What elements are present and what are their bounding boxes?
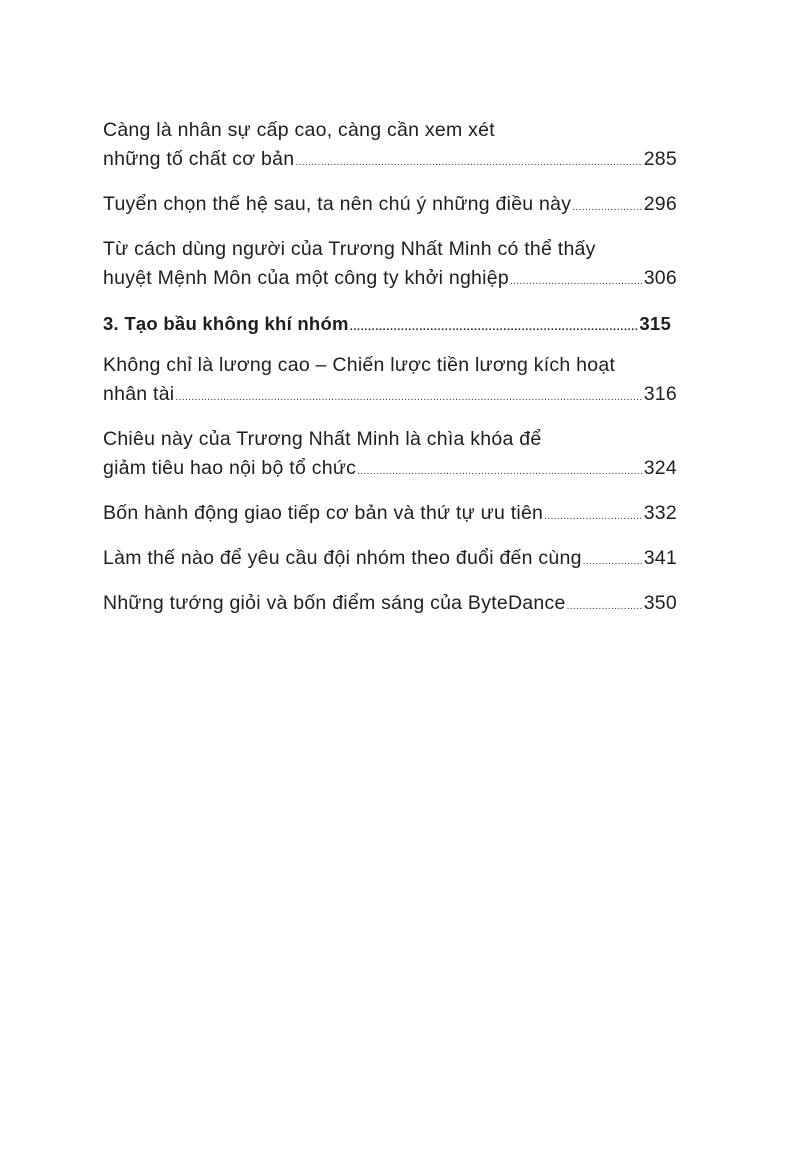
toc-entry	[103, 190, 677, 219]
toc-entry-row	[103, 589, 677, 618]
toc-entry-title: Bốn hành động giao tiếp cơ bản và thứ tự ưu tiên	[103, 502, 544, 524]
toc-entry	[103, 116, 677, 174]
dot-leader	[175, 393, 642, 403]
toc-entry-title: huyệt Mệnh Môn của một công ty khởi nghiệp	[103, 267, 509, 289]
toc-entry-title: Những tướng giỏi và bốn điểm sáng của ByteDance	[103, 592, 566, 614]
toc-entry-title: Làm thế nào để yêu cầu đội nhóm theo đuổi đến cùng	[103, 547, 582, 569]
toc-entry-title-line1: Từ cách dùng người của Trương Nhất Minh có thể thấy	[103, 238, 596, 260]
toc-page-number: 341	[643, 547, 677, 569]
dot-leader	[583, 557, 643, 567]
toc-entry-row	[103, 264, 677, 293]
toc-page-number: 324	[643, 457, 677, 479]
dot-leader	[572, 203, 642, 213]
toc-entry-title-line1: Càng là nhân sự cấp cao, càng cần xem xét	[103, 119, 495, 141]
toc-entry	[103, 499, 677, 528]
toc-page-number: 350	[643, 592, 677, 614]
toc-section-title: 3. Tạo bầu không khí nhóm	[103, 313, 349, 334]
toc-entry-title: giảm tiêu hao nội bộ tổ chức	[103, 457, 357, 479]
dot-leader	[295, 158, 642, 168]
toc-entry-row	[103, 544, 677, 573]
toc-entry-row	[103, 454, 677, 483]
toc-page-number: 285	[643, 148, 677, 170]
dot-leader	[544, 512, 643, 522]
toc-entry-row	[103, 499, 677, 528]
toc-entry-row	[103, 145, 677, 174]
toc-page-number: 315	[639, 313, 671, 334]
toc-entry-title: nhân tài	[103, 383, 175, 405]
toc-entry	[103, 425, 677, 483]
dot-leader	[567, 602, 643, 612]
toc-entry-row	[103, 380, 677, 409]
toc-entry-row	[103, 190, 677, 219]
toc-entry-row	[103, 309, 671, 338]
toc-entry-title-line1: Chiêu này của Trương Nhất Minh là chìa khóa để	[103, 428, 542, 450]
toc-entry	[103, 351, 677, 409]
toc-entry	[103, 589, 677, 618]
dot-leader	[350, 322, 639, 333]
toc-entry	[103, 544, 677, 573]
dot-leader	[357, 467, 643, 477]
toc-page-number: 296	[643, 193, 677, 215]
toc-entry-title: Tuyển chọn thế hệ sau, ta nên chú ý những điều này	[103, 193, 572, 215]
toc-entry	[103, 235, 677, 293]
toc-page-number: 332	[643, 502, 677, 524]
table-of-contents	[103, 116, 677, 634]
dot-leader	[510, 277, 643, 287]
toc-entry-title: những tố chất cơ bản	[103, 148, 295, 170]
toc-page-number: 316	[643, 383, 677, 405]
toc-section-heading	[103, 309, 671, 338]
toc-entry-title-line1: Không chỉ là lương cao – Chiến lược tiền lương kích hoạt	[103, 354, 616, 376]
toc-page-number: 306	[643, 267, 677, 289]
